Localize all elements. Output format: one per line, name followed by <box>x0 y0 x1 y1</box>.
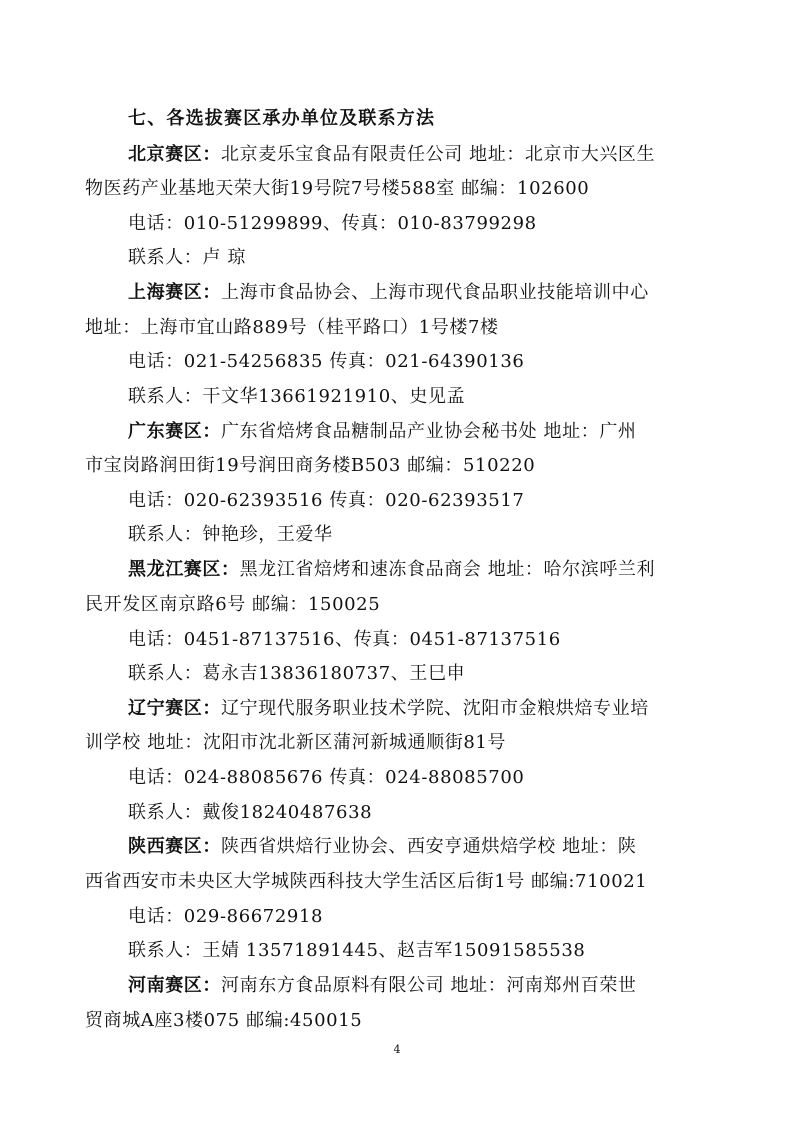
region-heilongjiang-line2: 民开发区南京路6号 邮编：150025 <box>85 594 381 615</box>
region-beijing-name: 北京赛区： <box>128 144 221 165</box>
region-beijing-line2: 物医药产业基地天荣大街19号院7号楼588室 邮编：102600 <box>85 178 590 199</box>
region-beijing-line1: 北京赛区：北京麦乐宝食品有限责任公司 地址：北京市大兴区生 <box>128 144 656 165</box>
region-guangdong-line1: 广东赛区：广东省焙烤食品糖制品产业协会秘书处 地址：广州 <box>128 421 637 442</box>
region-shanghai-contact: 联系人：干文华13661921910、史见孟 <box>128 386 466 407</box>
region-shaanxi-phone: 电话：029-86672918 <box>128 906 324 927</box>
region-beijing-contact: 联系人：卢 琼 <box>128 247 246 268</box>
region-henan-name: 河南赛区： <box>128 975 221 996</box>
region-henan-line1: 河南赛区：河南东方食品原料有限公司 地址：河南郑州百荣世 <box>128 975 637 996</box>
region-liaoning-name: 辽宁赛区： <box>128 698 221 719</box>
region-shanghai-line1: 上海赛区：上海市食品协会、上海市现代食品职业技能培训中心 <box>128 282 649 303</box>
region-shanghai-name: 上海赛区： <box>128 282 221 303</box>
region-guangdong-phone: 电话：020-62393516 传真：020-62393517 <box>128 490 525 511</box>
region-heilongjiang-contact: 联系人：葛永吉13836180737、王巳申 <box>128 663 466 684</box>
page-number: 4 <box>393 1043 401 1056</box>
region-shaanxi-contact: 联系人：王婧 13571891445、赵吉军15091585538 <box>128 940 586 961</box>
region-liaoning-contact: 联系人：戴俊18240487638 <box>128 802 373 823</box>
region-shaanxi-line2: 西省西安市未央区大学城陕西科技大学生活区后街1号 邮编:710021 <box>85 871 648 892</box>
region-liaoning-line1: 辽宁赛区：辽宁现代服务职业技术学院、沈阳市金粮烘焙专业培 <box>128 698 649 719</box>
region-beijing-phone: 电话：010-51299899、传真：010-83799298 <box>128 213 537 234</box>
region-guangdong-name: 广东赛区： <box>128 421 221 442</box>
region-shanghai-line2: 地址：上海市宜山路889号（桂平路口）1号楼7楼 <box>85 317 499 338</box>
region-heilongjiang-phone: 电话：0451-87137516、传真：0451-87137516 <box>128 629 561 650</box>
region-liaoning-line2: 训学校 地址：沈阳市沈北新区蒲河新城通顺街81号 <box>85 732 507 753</box>
region-guangdong-line2: 市宝岗路润田街19号润田商务楼B503 邮编：510220 <box>85 455 536 476</box>
region-liaoning-phone: 电话：024-88085676 传真：024-88085700 <box>128 767 525 788</box>
region-heilongjiang-name: 黑龙江赛区： <box>128 559 240 580</box>
region-shaanxi-line1: 陕西赛区：陕西省烘焙行业协会、西安亨通烘焙学校 地址：陕 <box>128 836 637 857</box>
region-shaanxi-name: 陕西赛区： <box>128 836 221 857</box>
region-henan-line2: 贸商城A座3楼075 邮编:450015 <box>85 1010 363 1031</box>
section-heading: 七、各选拔赛区承办单位及联系方法 <box>128 108 436 129</box>
region-shanghai-phone: 电话：021-54256835 传真：021-64390136 <box>128 351 525 372</box>
region-heilongjiang-line1: 黑龙江赛区：黑龙江省焙烤和速冻食品商会 地址：哈尔滨呼兰利 <box>128 559 656 580</box>
region-guangdong-contact: 联系人：钟艳珍，王爱华 <box>128 524 333 545</box>
